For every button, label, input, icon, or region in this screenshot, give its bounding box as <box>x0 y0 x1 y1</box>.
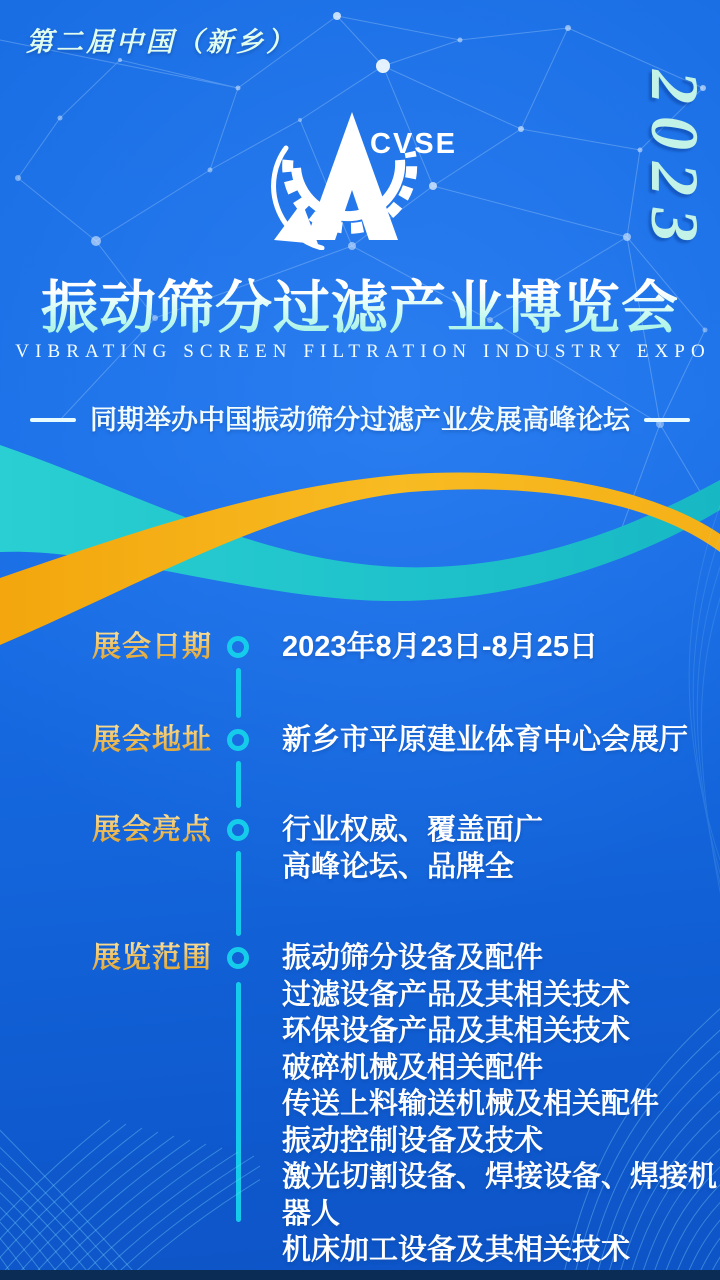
bottom-navy-strip <box>0 1270 720 1280</box>
edition-line: 第二届中国（新乡） <box>26 27 296 57</box>
address-row <box>0 722 720 758</box>
guilloche-mesh-decoration <box>0 1090 260 1280</box>
logo-acronym: CVSE <box>370 128 457 160</box>
scope-item: 传送上料输送机械及相关配件 <box>282 1088 660 1120</box>
highlight-line: 行业权威、覆盖面广 <box>282 814 544 846</box>
scope-item: 破碎机械及相关配件 <box>282 1051 544 1084</box>
address-label: 展会地址 <box>92 722 218 758</box>
timeline-segment <box>236 668 241 718</box>
address-value: 新乡市平原建业体育中心会展厅 <box>282 724 689 756</box>
scope-item: 机床加工设备及其相关技术 <box>282 1234 631 1266</box>
forum-line-text: 同期举办中国振动筛分过滤产业发展高峰论坛 <box>90 405 630 435</box>
date-value: 2023年8月23日-8月25日 <box>282 631 598 663</box>
english-subtitle: VIBRATING SCREEN FILTRATION INDUSTRY EXPO <box>15 341 711 362</box>
main-title: 振动筛分过滤产业博览会 <box>0 262 720 344</box>
scope-item: 过滤设备产品及其相关技术 <box>282 978 631 1011</box>
date-label: 展会日期 <box>92 629 218 665</box>
scope-item: 环保设备产品及其相关技术 <box>282 1015 631 1047</box>
highlights-lines <box>282 812 543 886</box>
scope-item: 激光切割设备、焊接设备、焊接机器人 <box>282 1161 718 1230</box>
highlights-row <box>0 812 720 886</box>
date-row <box>0 629 720 665</box>
scope-item: 振动控制设备及技术 <box>282 1124 544 1157</box>
fan-lines-decoration <box>430 960 720 1280</box>
scope-label: 展览范围 <box>92 940 218 976</box>
year-label: 2023 <box>637 70 713 254</box>
timeline-segment <box>236 761 241 808</box>
highlight-line: 高峰论坛、品牌全 <box>282 851 515 883</box>
edge-curves-decoration <box>620 480 720 960</box>
scope-item: 振动筛分设备及配件 <box>282 942 544 974</box>
highlights-label: 展会亮点 <box>92 812 218 848</box>
